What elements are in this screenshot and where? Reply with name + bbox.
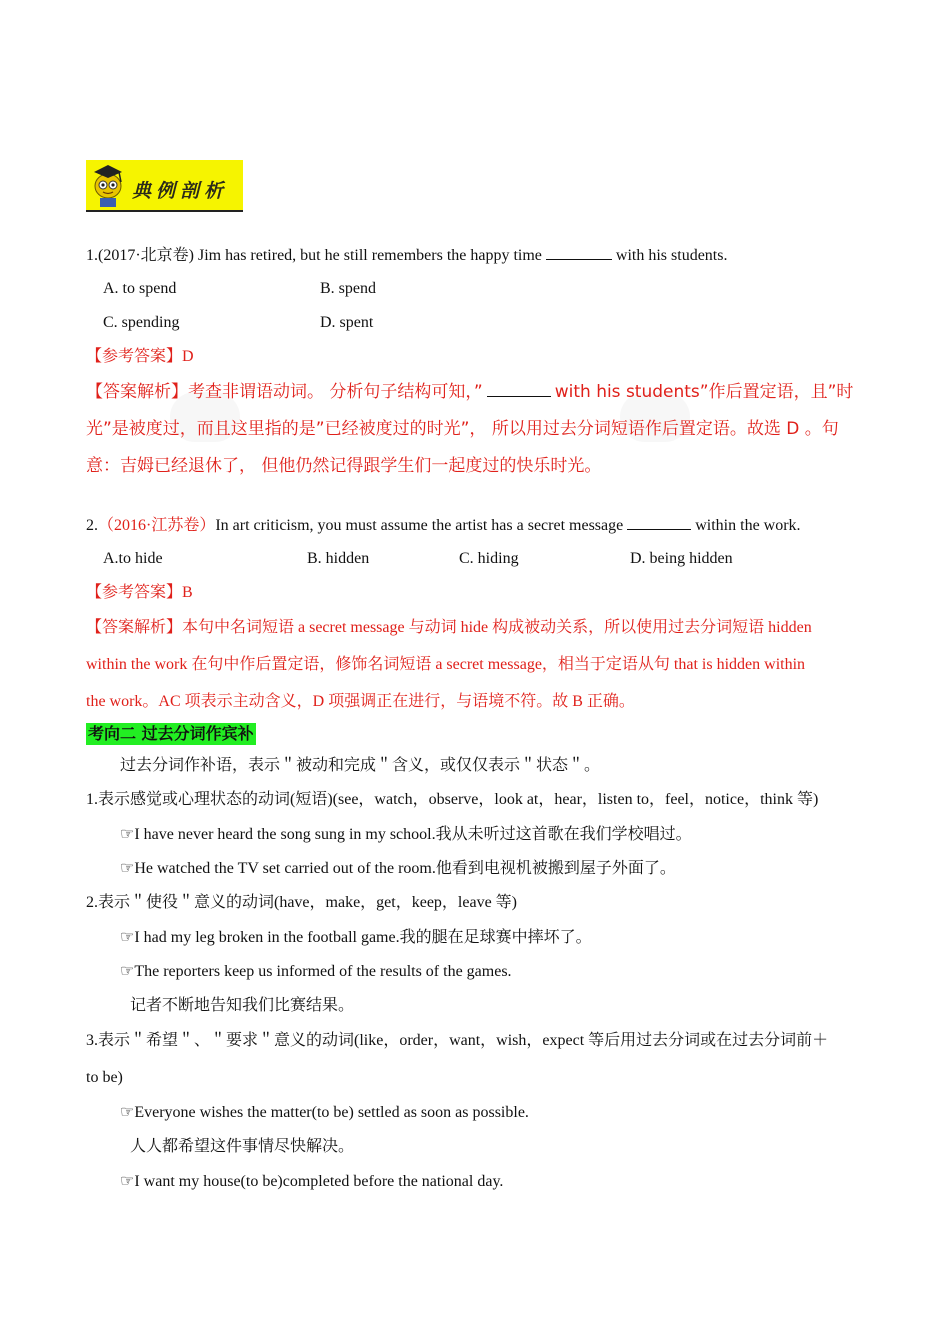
q2-option-b: B. hidden (307, 550, 370, 567)
q2-answer: 【参考答案】B (86, 584, 193, 601)
q2-analysis-line3: the work。AC 项表示主动含义，D 项强调正在进行，与语境不符。故 B 正确。 (86, 693, 635, 710)
q2-analysis-line1: 【答案解析】本句中名词短语 a secret message 与动词 hide 构成被动关系，所以使用过去分词短语 hidden (86, 619, 812, 636)
q1-answer: 【参考答案】D (86, 348, 194, 365)
section-intro: 过去分词作补语，表示＂被动和完成＂含义，或仅仅表示＂状态＂。 (120, 757, 601, 774)
q1-option-c: C. spending (103, 314, 180, 331)
q1-option-b: B. spend (320, 280, 376, 297)
example-2b-translation: 记者不断地告知我们比赛结果。 (130, 997, 355, 1014)
q1-analysis-suffix: with his students”作后置定语，且”时 (554, 382, 854, 402)
q1-analysis-blank (487, 382, 551, 397)
q2-option-a: A.to hide (103, 550, 163, 567)
example-1a: ☞I have never heard the song sung in my school.我从未听过这首歌在我们学校唱过。 (120, 826, 692, 843)
q1-stem (86, 245, 727, 266)
q2-stem (86, 515, 801, 536)
section-banner (86, 160, 243, 212)
q1-blank (546, 245, 612, 260)
example-3a-translation: 人人都希望这件事情尽快解决。 (130, 1138, 355, 1155)
q1-analysis-line2: 光”是被度过，而且这里指的是”已经被度过的时光”， 所以用过去分词短语作后置定语。故选 D 。句 (86, 419, 839, 439)
q1-stem-suffix: with his students. (615, 247, 728, 264)
point-1: 1.表示感觉或心理状态的动词(短语)(see，watch，observe，look at，hear，listen to，feel，notice，think 等) (86, 791, 819, 808)
point-3-line2: to be) (86, 1069, 123, 1086)
point-2: 2.表示＂使役＂意义的动词(have，make，get，keep，leave 等) (86, 894, 518, 911)
q1-analysis-line1 (86, 382, 853, 402)
q2-source: （2016·江苏卷） (98, 517, 216, 534)
q2-option-d: D. being hidden (630, 550, 733, 567)
q2-number: 2. (86, 517, 98, 534)
q1-stem-prefix: 1.(2017·北京卷) Jim has retired, but he still remembers the happy time (86, 247, 542, 264)
example-3b: ☞I want my house(to be)completed before the national day. (120, 1173, 504, 1190)
q2-blank (627, 515, 691, 530)
q2-analysis-line2: within the work 在句中作后置定语，修饰名词短语 a secret message，相当于定语从句 that is hidden within (86, 656, 806, 673)
example-2b: ☞The reporters keep us informed of the results of the games. (120, 963, 512, 980)
q1-analysis-line3: 意：吉姆已经退休了， 但他仍然记得跟学生们一起度过的快乐时光。 (86, 456, 602, 476)
q1-option-d: D. spent (320, 314, 374, 331)
example-1b: ☞He watched the TV set carried out of the room.他看到电视机被搬到屋子外面了。 (120, 860, 676, 877)
point-3-line1: 3.表示＂希望＂、＂要求＂意义的动词(like，order，want，wish，expect 等后用过去分词或在过去分词前＋ (86, 1032, 829, 1049)
q1-analysis-prefix: 【答案解析】考查非谓语动词。 分析句子结构可知，” (86, 382, 483, 402)
mascot-icon (88, 162, 128, 208)
example-3a: ☞Everyone wishes the matter(to be) settled as soon as possible. (120, 1104, 529, 1121)
section-heading: 考向二 过去分词作宾补 (88, 724, 254, 743)
q2-option-c: C. hiding (459, 550, 519, 567)
example-2a: ☞I had my leg broken in the football game.我的腿在足球赛中摔坏了。 (120, 929, 592, 946)
banner-title: 典例剖析 (132, 180, 229, 202)
q1-option-a: A. to spend (103, 280, 177, 297)
q2-stem-suffix: within the work. (695, 517, 801, 534)
q2-stem-prefix: In art criticism, you must assume the artist has a secret message (215, 517, 624, 534)
